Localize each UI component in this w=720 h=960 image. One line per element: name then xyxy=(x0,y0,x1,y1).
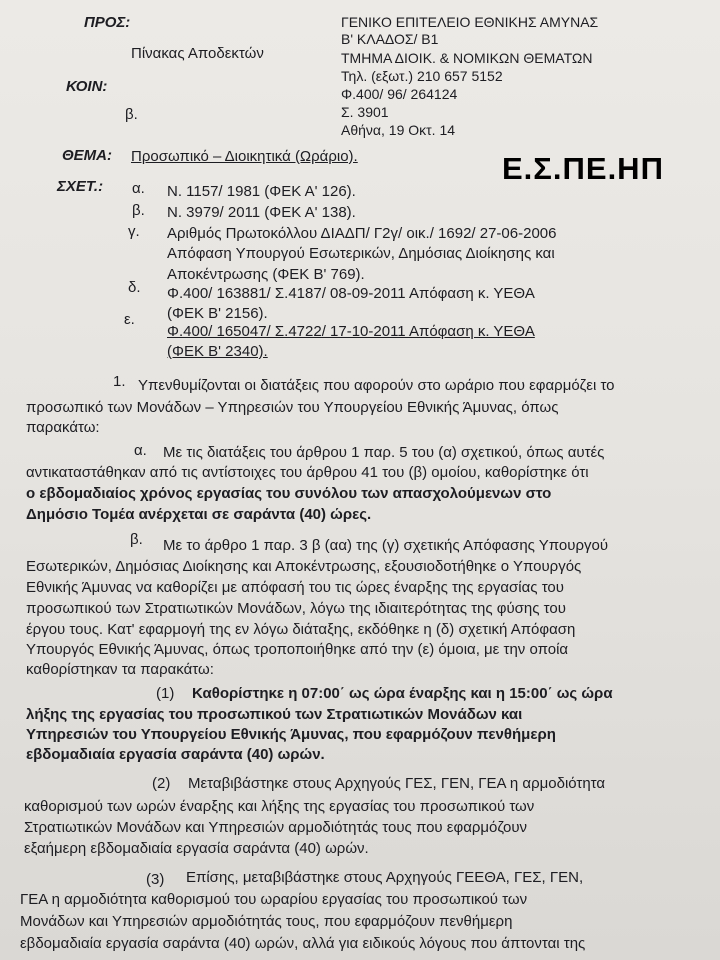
subparagraph-bold-line: ο εβδομαδιαίος χρόνος εργασίας του συνόλου των απασχολούμενων στο xyxy=(26,485,552,502)
reference-letter: ε. xyxy=(124,311,135,328)
item-line: Μεταβιβάστηκε στους Αρχηγούς ΓΕΣ, ΓΕΝ, ΓΕΑ η αρμοδιότητα xyxy=(188,775,606,792)
paragraph-number: 1. xyxy=(113,373,126,390)
reference-line: Ν. 3979/ 2011 (ΦΕΚ Α' 138). xyxy=(167,204,356,221)
reference-letter: β. xyxy=(132,202,145,219)
item-bold-line: Καθορίστηκε η 07:00΄ ως ώρα έναρξης και η 15:00΄ ως ώρα xyxy=(192,685,613,702)
sender-line: ΤΜΗΜΑ ΔΙΟΙΚ. & ΝΟΜΙΚΩΝ ΘΕΜΑΤΩΝ xyxy=(341,50,593,66)
koin-label: ΚΟΙΝ: xyxy=(66,78,108,95)
reference-line: Φ.400/ 163881/ Σ.4187/ 08-09-2011 Απόφαση κ. ΥΕΘΑ xyxy=(167,285,535,302)
item-line: Μονάδων και Υπηρεσιών αρμοδιότητάς τους, που εφαρμόζουν πενθήμερη xyxy=(20,913,513,930)
item-number: (3) xyxy=(146,871,165,888)
koin-value: β. xyxy=(125,106,138,123)
subparagraph-line: Εσωτερικών, Δημόσιας Διοίκησης και Αποκέντρωσης, εξουσιοδοτήθηκε ο Υπουργός xyxy=(26,558,582,575)
subparagraph-letter: α. xyxy=(134,442,147,459)
reference-line: (ΦΕΚ Β' 2340). xyxy=(167,343,268,360)
paragraph-line: Υπενθυμίζονται οι διατάξεις που αφορούν στο ωράριο που εφαρμόζει το xyxy=(138,377,615,394)
subparagraph-line: Εθνικής Άμυνας να καθορίζει με απόφασή του τις ώρες έναρξης της εργασίας του xyxy=(26,579,564,596)
item-bold-line: λήξης της εργασίας του προσωπικού των Στρατιωτικών Μονάδων και xyxy=(26,706,523,723)
reference-line: Αποκέντρωσης (ΦΕΚ Β' 769). xyxy=(167,266,365,283)
paragraph-line: προσωπικό των Μονάδων – Υπηρεσιών του Υπουργείου Εθνικής Άμυνας, όπως xyxy=(26,399,559,416)
reference-line: (ΦΕΚ Β' 2156). xyxy=(167,305,268,322)
sender-line: Φ.400/ 96/ 264124 xyxy=(341,86,458,102)
sender-line: Β' ΚΛΑΔΟΣ/ Β1 xyxy=(341,31,439,47)
references-label: ΣΧΕΤ.: xyxy=(57,178,104,195)
item-line: ΓΕΑ η αρμοδιότητα καθορισμού του ωραρίου εργασίας του προσωπικού των xyxy=(20,891,528,908)
item-bold-line: Υπηρεσιών του Υπουργείου Εθνικής Άμυνας, που εφαρμόζουν πενθήμερη xyxy=(26,726,556,743)
subparagraph-line: Με τις διατάξεις του άρθρου 1 παρ. 5 του (α) σχετικού, όπως αυτές xyxy=(163,444,605,461)
subject-label: ΘΕΜΑ: xyxy=(62,147,112,164)
item-line: Στρατιωτικών Μονάδων και Υπηρεσιών αρμοδιότητάς τους που εφαρμόζουν xyxy=(24,819,528,836)
subparagraph-line: Με το άρθρο 1 παρ. 3 β (αα) της (γ) σχετικής Απόφασης Υπουργού xyxy=(163,537,609,554)
item-line: Επίσης, μεταβιβάστηκε στους Αρχηγούς ΓΕΕΘΑ, ΓΕΣ, ΓΕΝ, xyxy=(186,869,584,886)
sender-line: ΓΕΝΙΚΟ ΕΠΙΤΕΛΕΙΟ ΕΘΝΙΚΗΣ ΑΜΥΝΑΣ xyxy=(341,14,599,30)
reference-letter: δ. xyxy=(128,279,141,296)
recipients-table-label: Πίνακας Αποδεκτών xyxy=(131,45,264,62)
subparagraph-line: καθορίστηκαν τα παρακάτω: xyxy=(26,661,214,678)
reference-line: Φ.400/ 165047/ Σ.4722/ 17-10-2011 Απόφαση κ. ΥΕΘΑ xyxy=(167,323,535,340)
item-line: εβδομαδιαία εργασία σαράντα (40) ωρών, αλλά για ειδικούς λόγους που άπτονται της xyxy=(20,935,586,952)
reference-line: Απόφαση Υπουργού Εσωτερικών, Δημόσιας Διοίκησης και xyxy=(167,245,555,262)
subparagraph-line: έργου τους. Κατ' εφαρμογή της εν λόγω διάταξης, εκδόθηκε η (δ) σχετική Απόφαση xyxy=(26,621,576,638)
item-bold-line: εβδομαδιαία εργασία σαράντα (40) ωρών. xyxy=(26,746,325,763)
sender-line: Σ. 3901 xyxy=(341,104,389,120)
item-number: (1) xyxy=(156,685,175,702)
item-line: εξαήμερη εβδομαδιαία εργασία σαράντα (40) ωρών. xyxy=(24,840,369,857)
pros-label: ΠΡΟΣ: xyxy=(84,14,131,31)
sender-line: Τηλ. (εξωτ.) 210 657 5152 xyxy=(341,68,503,84)
subject-text: Προσωπικό – Διοικητικά (Ωράριο). xyxy=(131,148,358,165)
reference-letter: γ. xyxy=(128,223,140,240)
sender-date: Αθήνα, 19 Οκτ. 14 xyxy=(341,122,456,138)
item-number: (2) xyxy=(152,775,171,792)
reference-letter: α. xyxy=(132,180,145,197)
subparagraph-line: προσωπικού των Στρατιωτικών Μονάδων, λόγω της ιδιαιτερότητας της φύσης του xyxy=(26,600,566,617)
subparagraph-line: αντικαταστάθηκαν από τις αντίστοιχες του άρθρου 41 του (β) ομοίου, καθορίστηκε ότι xyxy=(26,464,589,481)
item-line: καθορισμού των ωρών έναρξης και λήξης της εργασίας του προσωπικού των xyxy=(24,798,535,815)
watermark-text: Ε.Σ.ΠΕ.ΗΠ xyxy=(502,151,664,186)
subparagraph-bold-line: Δημόσιο Τομέα ανέρχεται σε σαράντα (40) ώρες. xyxy=(26,506,372,523)
subparagraph-line: Υπουργός Εθνικής Άμυνας, όπως τροποποιήθηκε από την (ε) όμοια, με την οποία xyxy=(26,641,569,658)
subparagraph-letter: β. xyxy=(130,531,143,548)
reference-line: Αριθμός Πρωτοκόλλου ΔΙΑΔΠ/ Γ2γ/ οικ./ 1692/ 27-06-2006 xyxy=(167,225,557,242)
paragraph-line: παρακάτω: xyxy=(26,419,100,436)
reference-line: Ν. 1157/ 1981 (ΦΕΚ Α' 126). xyxy=(167,183,356,200)
